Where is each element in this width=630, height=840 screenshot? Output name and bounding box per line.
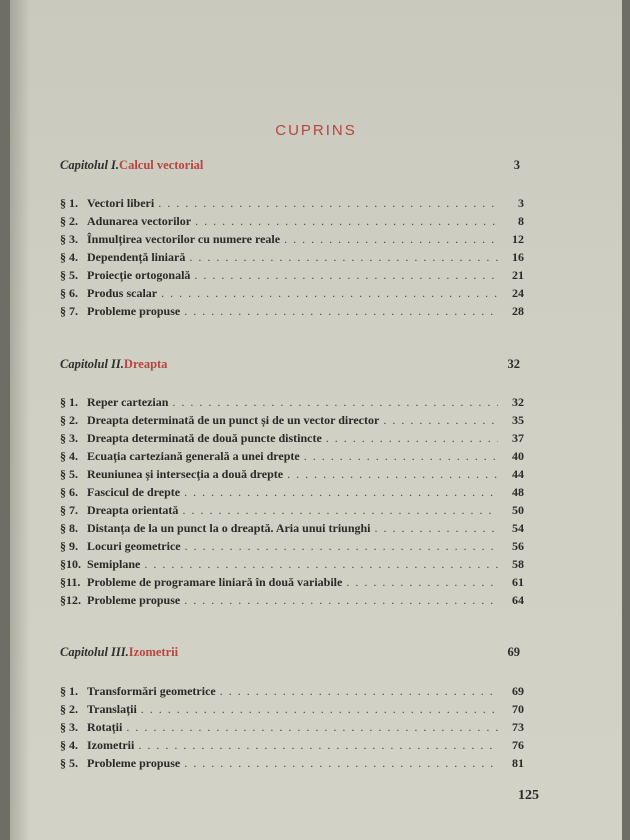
book-page (10, 0, 622, 840)
dot-leader (371, 521, 498, 536)
chapter-heading (60, 645, 520, 663)
chapter-heading (60, 158, 520, 176)
dot-leader (216, 684, 498, 699)
toc-entry (60, 485, 524, 503)
entry-title: Produs scalar (87, 286, 158, 300)
dot-leader (300, 449, 498, 464)
entry-page: 69 (512, 684, 524, 698)
entry-number: § 1. (60, 684, 78, 698)
entry-title: Reper cartezian (87, 395, 169, 409)
dot-leader (140, 557, 498, 572)
toc-entry (60, 268, 524, 286)
entry-title: Rotații (87, 720, 123, 734)
entry-title: Probleme propuse (87, 756, 181, 770)
chapter-name: Dreapta (123, 357, 168, 371)
entry-number: § 1. (60, 395, 78, 409)
entry-page: 56 (512, 539, 524, 553)
entry-title: Ecuația carteziană generală a unei drepte (87, 449, 300, 463)
toc-entry (60, 593, 524, 611)
entry-title: Distanța de la un punct la o dreaptă. Aria unui triunghi (87, 521, 371, 535)
entry-title: Semiplane (87, 557, 141, 571)
entry-page: 37 (512, 431, 524, 445)
entry-number: § 7. (60, 503, 78, 517)
entry-number: § 5. (60, 268, 78, 282)
entry-number: § 3. (60, 431, 78, 445)
entry-number: § 5. (60, 467, 78, 481)
entry-number: § 5. (60, 756, 78, 770)
toc-entry (60, 304, 524, 322)
chapter-label: Capitolul III. (60, 645, 129, 659)
entry-title: Locuri geometrice (87, 539, 181, 553)
entry-number: §12. (60, 593, 81, 607)
entry-page: 24 (512, 286, 524, 300)
dot-leader (154, 196, 498, 211)
entry-title: Proiecție ortogonală (87, 268, 191, 282)
entry-title: Probleme de programare liniară în două variabile (87, 575, 343, 589)
toc-entry (60, 250, 524, 268)
dot-leader (190, 268, 498, 283)
toc-entry (60, 738, 524, 756)
entry-title: Izometrii (87, 738, 135, 752)
dot-leader (191, 214, 498, 229)
entry-title: Înmulțirea vectorilor cu numere reale (87, 232, 281, 246)
dot-leader (180, 593, 498, 608)
entry-number: § 4. (60, 738, 78, 752)
entry-page: 3 (518, 196, 524, 210)
entry-page: 21 (512, 268, 524, 282)
toc-entry (60, 467, 524, 485)
entry-page: 70 (512, 702, 524, 716)
toc-entry (60, 557, 524, 575)
toc-entry (60, 720, 524, 738)
chapter-page: 69 (507, 645, 520, 659)
dot-leader (342, 575, 498, 590)
entry-number: §10. (60, 557, 81, 571)
entry-number: § 9. (60, 539, 78, 553)
dot-leader (322, 431, 498, 446)
toc-entry (60, 232, 524, 250)
toc-entry (60, 395, 524, 413)
entry-number: § 3. (60, 720, 78, 734)
entry-number: § 8. (60, 521, 78, 535)
entry-title: Translații (87, 702, 137, 716)
entry-page: 73 (512, 720, 524, 734)
dot-leader (185, 250, 498, 265)
dot-leader (180, 756, 498, 771)
dot-leader (180, 304, 498, 319)
entry-title: Adunarea vectorilor (87, 214, 192, 228)
entry-title: Probleme propuse (87, 304, 181, 318)
entry-page: 64 (512, 593, 524, 607)
entry-number: § 4. (60, 250, 78, 264)
entry-number: § 4. (60, 449, 78, 463)
toc-entry (60, 214, 524, 232)
dot-leader (280, 232, 498, 247)
dot-leader (122, 720, 498, 735)
entry-page: 12 (512, 232, 524, 246)
chapter-name: Calcul vectorial (119, 158, 204, 172)
page-title: CUPRINS (275, 122, 357, 139)
entry-title: Fascicul de drepte (87, 485, 181, 499)
dot-leader (134, 738, 498, 753)
chapter-label: Capitolul II. (60, 357, 124, 371)
toc-entry (60, 521, 524, 539)
chapter-label: Capitolul I. (60, 158, 120, 172)
entry-number: § 7. (60, 304, 78, 318)
dot-leader (137, 702, 498, 717)
entry-title: Vectori liberi (87, 196, 155, 210)
toc-entry (60, 503, 524, 521)
entry-page: 58 (512, 557, 524, 571)
dot-leader (379, 413, 498, 428)
toc-entry (60, 575, 524, 593)
entry-page: 48 (512, 485, 524, 499)
entry-number: § 6. (60, 286, 78, 300)
entry-number: § 3. (60, 232, 78, 246)
toc-entry (60, 431, 524, 449)
entry-page: 81 (512, 756, 524, 770)
entry-page: 35 (512, 413, 524, 427)
toc-entry (60, 196, 524, 214)
entry-page: 76 (512, 738, 524, 752)
entry-number: § 6. (60, 485, 78, 499)
entry-page: 40 (512, 449, 524, 463)
entry-number: § 2. (60, 214, 78, 228)
entry-page: 16 (512, 250, 524, 264)
toc-entry (60, 684, 524, 702)
chapter-page: 3 (513, 158, 520, 172)
entry-number: §11. (60, 575, 81, 589)
toc-entry (60, 413, 524, 431)
entry-page: 44 (512, 467, 524, 481)
entry-number: § 2. (60, 702, 78, 716)
dot-leader (178, 503, 498, 518)
entry-page: 32 (512, 395, 524, 409)
page-number: 125 (518, 788, 539, 803)
entry-title: Transformări geometrice (87, 684, 216, 698)
toc-entry (60, 702, 524, 720)
entry-page: 54 (512, 521, 524, 535)
entry-page: 50 (512, 503, 524, 517)
toc-entry (60, 756, 524, 774)
entry-title: Dreapta determinată de un punct și de un vector director (87, 413, 380, 427)
entry-title: Reuniunea și intersecția a două drepte (87, 467, 284, 481)
entry-page: 8 (518, 214, 524, 228)
entry-number: § 2. (60, 413, 78, 427)
entry-title: Dreapta orientată (87, 503, 179, 517)
dot-leader (157, 286, 498, 301)
entry-page: 28 (512, 304, 524, 318)
entry-title: Probleme propuse (87, 593, 181, 607)
dot-leader (181, 539, 498, 554)
toc-entry (60, 286, 524, 304)
dot-leader (180, 485, 498, 500)
dot-leader (283, 467, 498, 482)
chapter-heading (60, 357, 520, 375)
toc-entry (60, 539, 524, 557)
chapter-page: 32 (507, 357, 520, 371)
entry-page: 61 (512, 575, 524, 589)
toc-entry (60, 449, 524, 467)
dot-leader (168, 395, 498, 410)
entry-number: § 1. (60, 196, 78, 210)
entry-title: Dreapta determinată de două puncte distincte (87, 431, 322, 445)
entry-title: Dependență liniară (87, 250, 186, 264)
chapter-name: Izometrii (128, 645, 179, 659)
